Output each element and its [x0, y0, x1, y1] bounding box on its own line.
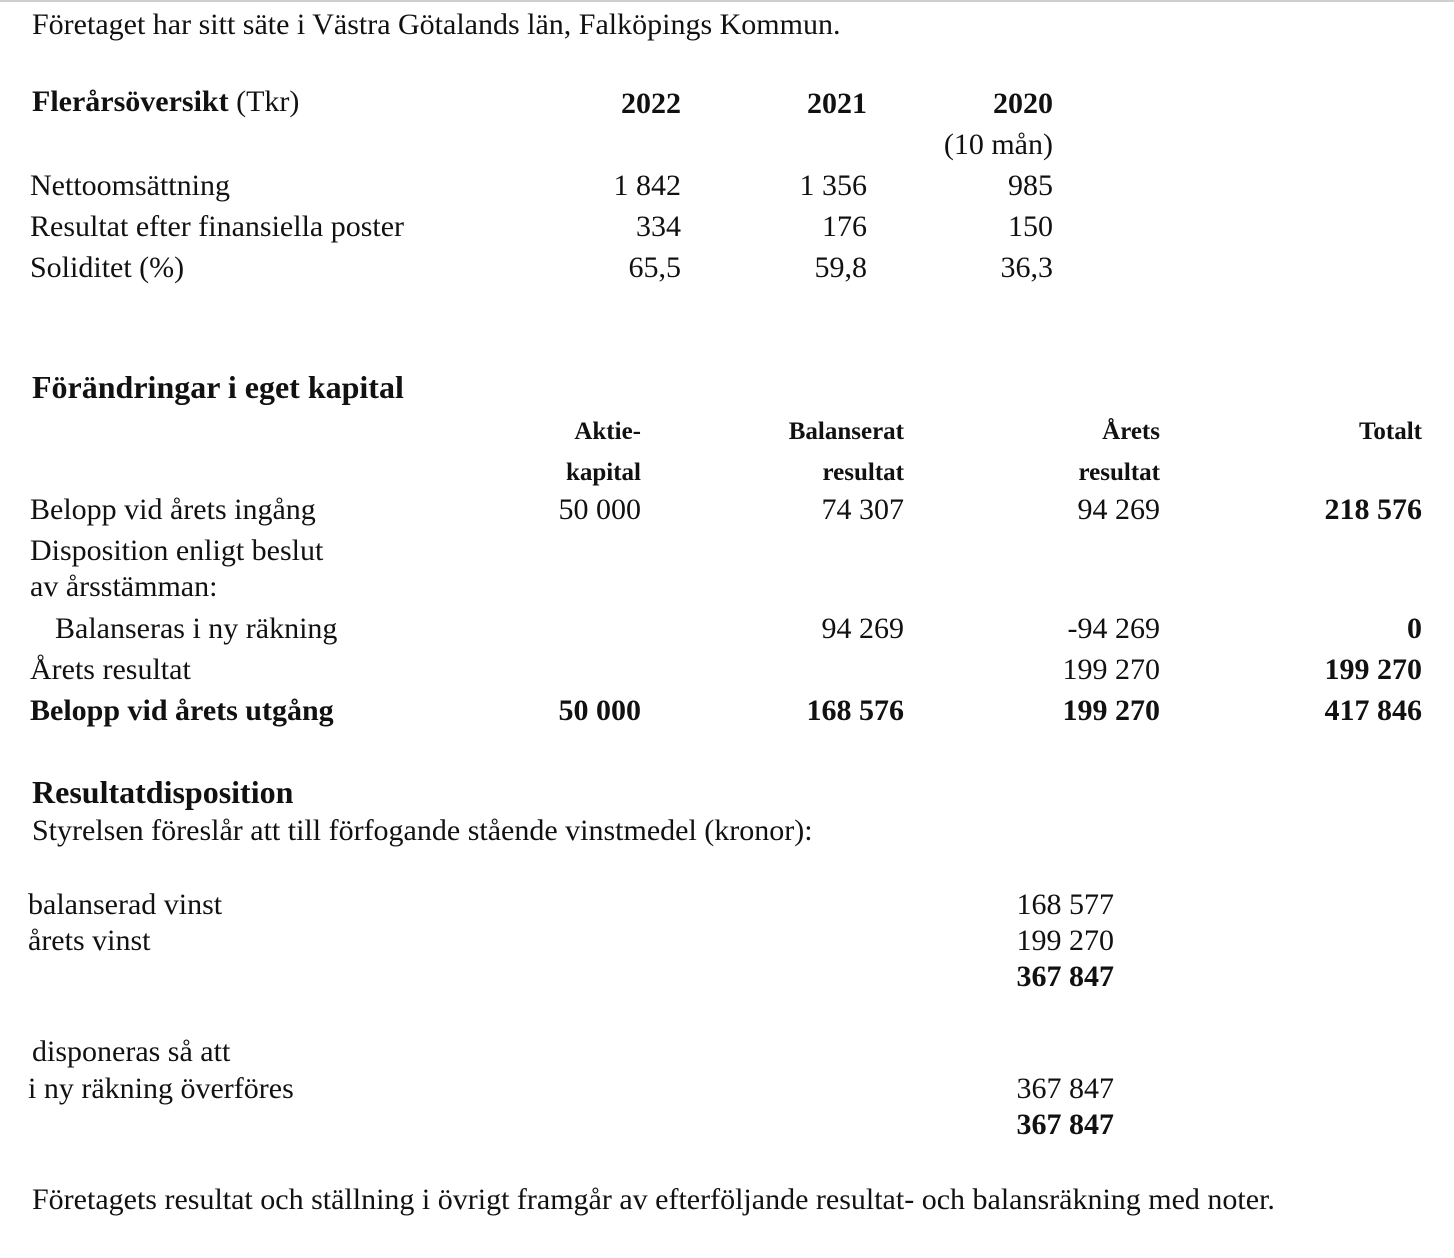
- footer-text: Företagets resultat och ställning i övrigt framgår av efterföljande resultat- och balansräkning med noter.: [32, 1183, 1275, 1216]
- col-header-balanserat-1: Balanserat: [788, 418, 904, 445]
- col-header-aktiekapital-2: kapital: [565, 459, 641, 486]
- year-header-2022: 2022: [621, 87, 681, 120]
- transfer-sum: 367 847: [1016, 1108, 1114, 1141]
- value-cell-total: 218 576: [1324, 493, 1422, 526]
- row-label-resultat: Resultat efter finansiella poster: [30, 210, 405, 243]
- value-cell: -94 269: [1067, 612, 1160, 645]
- value-cell: 199 270: [1062, 694, 1160, 727]
- value-cell: 50 000: [558, 694, 641, 727]
- result-disposition-title: Resultatdisposition: [32, 774, 294, 810]
- disposition-row-label: årets vinst: [28, 924, 151, 957]
- equity-row-opening-label: Belopp vid årets ingång: [30, 493, 316, 526]
- col-header-arets-1: Årets: [1102, 418, 1160, 445]
- value-cell: 59,8: [814, 251, 867, 284]
- disposition-row-value: 199 270: [1016, 924, 1114, 957]
- value-cell: 1 356: [799, 169, 867, 202]
- value-cell: 94 269: [1077, 493, 1160, 526]
- row-label-soliditet: Soliditet (%): [30, 251, 185, 284]
- value-cell: 36,3: [1000, 251, 1053, 284]
- value-cell: 50 000: [558, 493, 641, 526]
- value-cell: 94 269: [821, 612, 904, 645]
- value-cell: 1 842: [613, 169, 681, 202]
- col-header-aktiekapital-1: Aktie-: [574, 418, 641, 445]
- disposition-sum: 367 847: [1016, 960, 1114, 993]
- year-header-2020: 2020: [993, 87, 1053, 120]
- disposition-label-line2: av årsstämman:: [30, 570, 218, 603]
- value-cell: 74 307: [821, 493, 904, 526]
- value-cell: 199 270: [1062, 653, 1160, 686]
- value-cell: 985: [1008, 169, 1053, 202]
- transfer-label: i ny räkning överföres: [28, 1072, 294, 1105]
- disposition-row-label: balanserad vinst: [28, 888, 223, 921]
- disposition-how-label: disponeras så att: [32, 1035, 231, 1068]
- value-cell: 150: [1008, 210, 1053, 243]
- page-top-border: [0, 0, 1454, 2]
- col-header-totalt: Totalt: [1359, 418, 1422, 445]
- col-header-arets-2: resultat: [1078, 459, 1160, 486]
- value-cell-total: 417 846: [1324, 694, 1422, 727]
- year-note: (10 mån): [943, 128, 1053, 161]
- multi-year-overview-unit: (Tkr): [236, 85, 300, 118]
- intro-text: Företaget har sitt säte i Västra Götalands län, Falköpings Kommun.: [32, 8, 841, 41]
- disposition-row-value: 168 577: [1016, 888, 1114, 921]
- result-disposition-intro: Styrelsen föreslår att till förfogande stående vinstmedel (kronor):: [32, 814, 813, 847]
- value-cell: 334: [636, 210, 681, 243]
- value-cell-total: 0: [1407, 612, 1422, 645]
- multi-year-overview-title-bold: Flerårsöversikt: [32, 85, 229, 118]
- value-cell: 176: [822, 210, 867, 243]
- value-cell: 168 576: [806, 694, 904, 727]
- year-header-2021: 2021: [807, 87, 867, 120]
- equity-row-result-label: Årets resultat: [30, 653, 191, 686]
- row-label-nettoomsattning: Nettoomsättning: [30, 169, 230, 202]
- value-cell-total: 199 270: [1324, 653, 1422, 686]
- col-header-balanserat-2: resultat: [822, 459, 904, 486]
- multi-year-overview-title: [32, 87, 299, 117]
- equity-row-balanseras-label: Balanseras i ny räkning: [55, 612, 338, 645]
- disposition-label-line1: Disposition enligt beslut: [30, 534, 324, 567]
- value-cell: 65,5: [628, 251, 681, 284]
- equity-changes-title: Förändringar i eget kapital: [32, 369, 404, 405]
- transfer-value: 367 847: [1016, 1072, 1114, 1105]
- equity-row-closing-label: Belopp vid årets utgång: [30, 694, 334, 727]
